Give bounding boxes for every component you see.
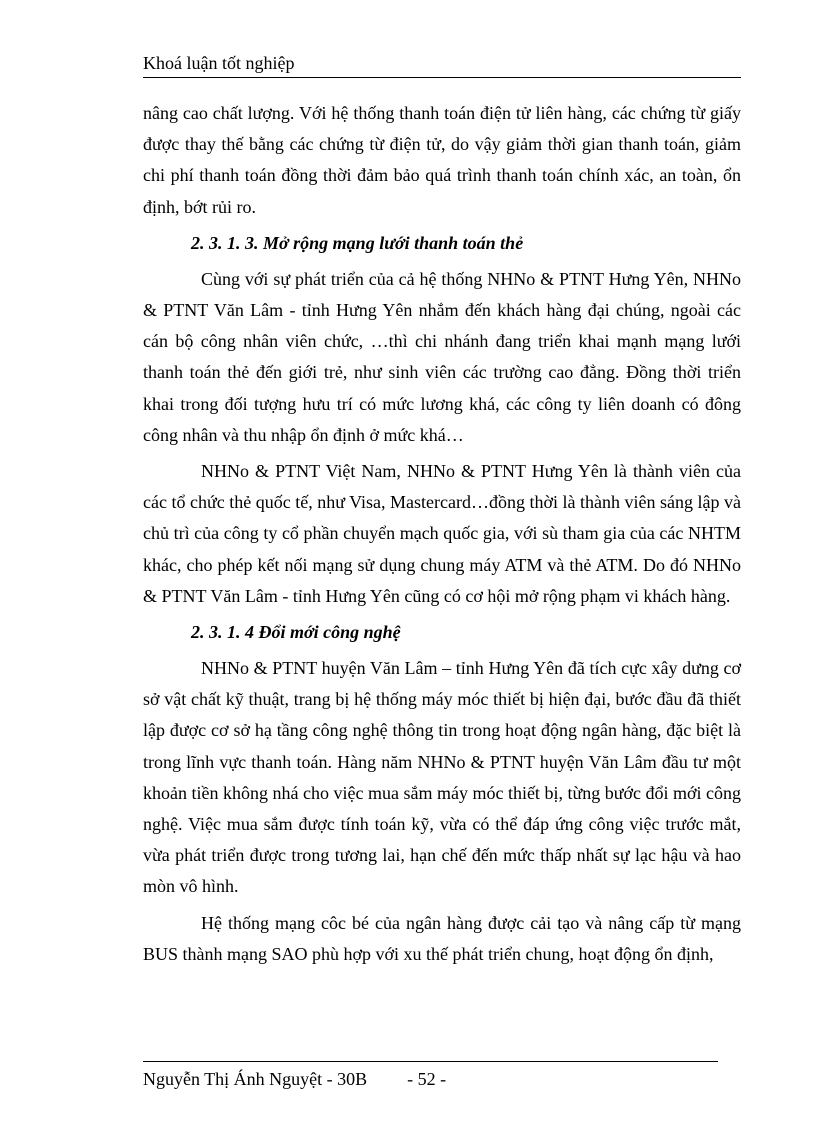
paragraph-5: Hệ thống mạng côc bé của ngân hàng được cải tạo và nâng cấp từ mạng BUS thành mạng SAO phù hợp với xu thế phát triển chung, hoạt động ổn định, bbox=[143, 912, 741, 964]
footer-divider bbox=[143, 1061, 718, 1062]
section-heading-2-3-1-3: 2. 3. 1. 3. Mở rộng mạng lưới thanh toán thẻ bbox=[191, 232, 524, 253]
paragraph-4: NHNo & PTNT huyện Văn Lâm – tỉnh Hưng Yên đã tích cực xây dưng cơ sở vật chất kỹ thuật, trang bị hệ thống máy móc thiết bị hiện đại, bước đầu đã thiết lập được cơ sở hạ tầng công nghệ thông tin trong hoạt động ngân hàng, đặc biệt là trong lĩnh vực thanh toán. Hàng năm NHNo & PTNT huyện Văn Lâm đầu tư một khoản tiền không nhá cho việc mua sắm máy móc thiết bị, từng bước đổi mới công nghệ. Việc mua sắm được tính toán kỹ, vừa có thể đáp ứng công việc trước mắt, vừa phát triển được trong tương lai, hạn chế đến mức thấp nhất sự lạc hậu và hao mòn vô hình. bbox=[143, 658, 741, 897]
paragraph-3: NHNo & PTNT Việt Nam, NHNo & PTNT Hưng Yên là thành viên của các tổ chức thẻ quốc tế, như Visa, Mastercard…đồng thời là thành viên sáng lập và chủ trì của công ty cổ phần chuyển mạch quốc gia, với sù tham gia của các NHTM khác, cho phép kết nối mạng sử dụng chung máy ATM và thẻ ATM. Do đó NHNo & PTNT Văn Lâm - tỉnh Hưng Yên cũng có cơ hội mở rộng phạm vi khách hàng. bbox=[143, 461, 741, 606]
section-heading-2-3-1-4: 2. 3. 1. 4 Đổi mới công nghệ bbox=[191, 622, 401, 643]
footer-author: Nguyễn Thị Ánh Nguyệt - 30B bbox=[143, 1069, 368, 1089]
running-footer bbox=[143, 1068, 446, 1090]
paragraph-1: nâng cao chất lượng. Với hệ thống thanh toán điện tử liên hàng, các chứng từ giấy được thay thế bằng các chứng từ điện tử, do vậy giảm thời gian thanh toán, giảm chi phí thanh toán đồng thời đảm bảo quá trình thanh toán chính xác, an toàn, ổn định, bớt rủi ro. bbox=[143, 103, 741, 217]
page-number: - 52 - bbox=[407, 1069, 447, 1089]
running-header: Khoá luận tốt nghiệp bbox=[143, 52, 741, 78]
document-body bbox=[143, 98, 741, 970]
paragraph-2: Cùng với sự phát triển của cả hệ thống NHNo & PTNT Hưng Yên, NHNo & PTNT Văn Lâm - tỉnh Hưng Yên nhắm đến khách hàng đại chúng, ngoài các cán bộ công nhân viên chức, …thì chi nhánh đang triển khai mạnh mạng lưới thanh toán thẻ đến giới trẻ, như sinh viên các trường cao đẳng. Đồng thời triển khai trong đối tượng hưu trí có mức lương khá, các công ty liên doanh có đông công nhân và thu nhập ổn định ở mức khá… bbox=[143, 268, 741, 445]
